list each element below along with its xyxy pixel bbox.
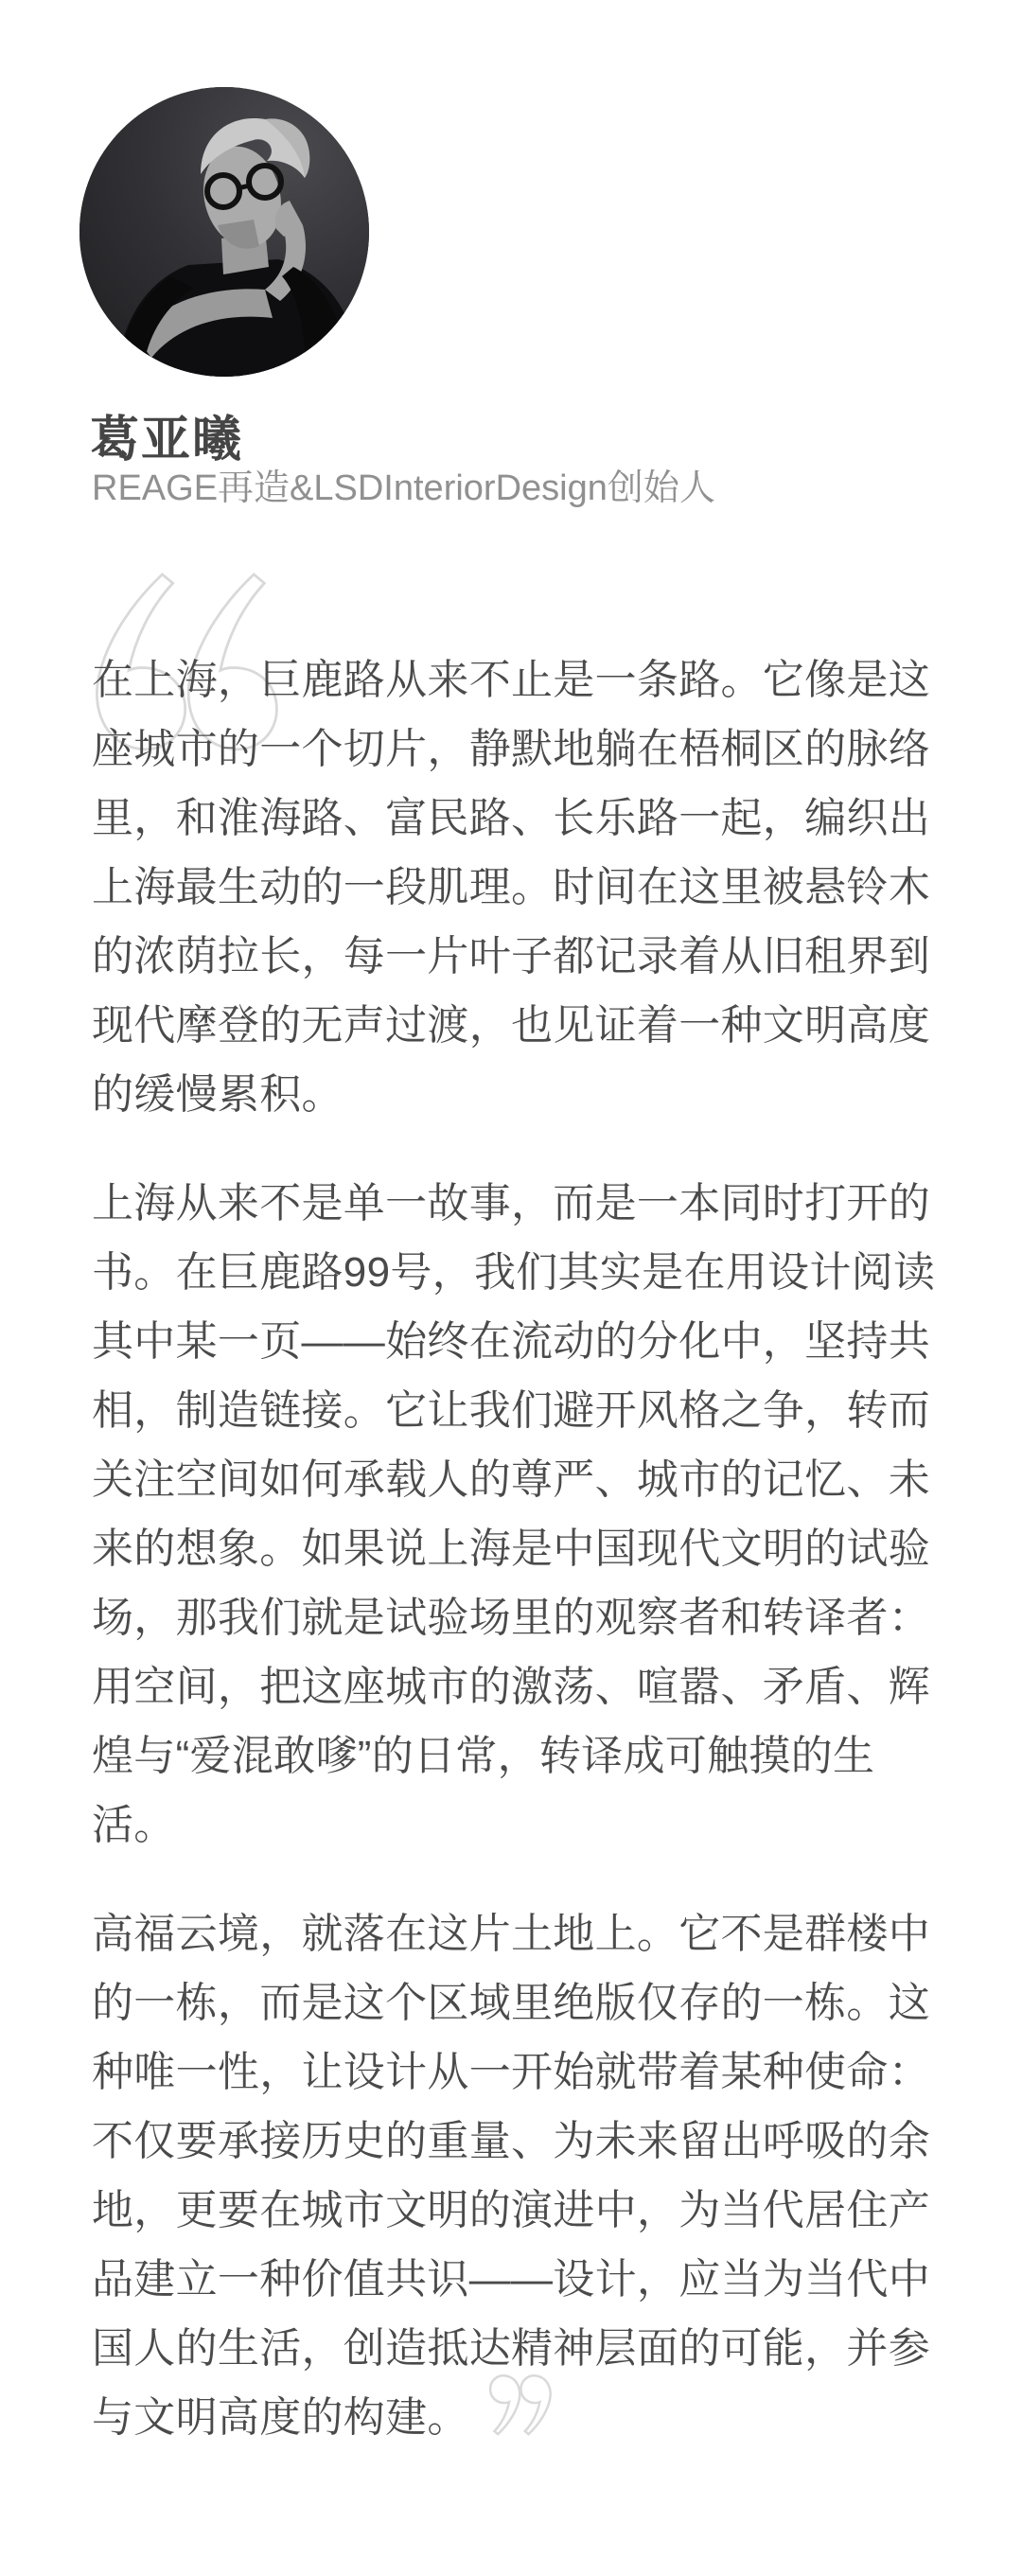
quote-line	[92, 1899, 962, 1968]
quote-line-text: 关注空间如何承载人的尊严、城市的记忆、未	[92, 1456, 930, 1503]
quote-line-text: 里，和淮海路、富民路、长乐路一起，编织出	[92, 795, 930, 841]
quote-line-text: 活。	[92, 1802, 176, 1848]
quote-line	[92, 2107, 962, 2176]
quote-line-text: 高福云境，就落在这片土地上。它不是群楼中	[92, 1911, 930, 1957]
avatar	[79, 87, 369, 377]
quote-line-text: 用空间，把这座城市的激荡、喧嚣、矛盾、辉	[92, 1664, 930, 1710]
author-name: 葛亚曦	[90, 413, 244, 468]
quote-line-text: 品建立一种价值共识——设计，应当为当代中	[92, 2256, 930, 2303]
quote-paragraphs	[92, 645, 962, 2452]
quote-line-text: 场，那我们就是试验场里的观察者和转译者：	[92, 1595, 930, 1641]
quote-line	[92, 715, 962, 784]
quote-line	[92, 1060, 962, 1129]
quote-line	[92, 1721, 962, 1791]
quote-line-text: 的缓慢累积。	[92, 1071, 344, 1118]
quote-line-text: 不仅要承接历史的重量、为未来留出呼吸的余	[92, 2118, 930, 2164]
quote-line	[92, 1652, 962, 1721]
quote-line-text: 相，制造链接。它让我们避开风格之争，转而	[92, 1387, 930, 1434]
quote-line	[92, 645, 962, 715]
quote-line	[92, 1376, 962, 1445]
quote-line	[92, 2176, 962, 2245]
quote-line	[92, 1445, 962, 1514]
quote-line-text: 的一栋，而是这个区域里绝版仅存的一栋。这	[92, 1980, 930, 2026]
author-title: REAGE再造&LSDInteriorDesign创始人	[92, 468, 715, 508]
quote-line	[92, 1583, 962, 1652]
quote-line	[92, 1791, 962, 1860]
quote-paragraph	[92, 645, 962, 1129]
quote-line-text: 煌与“爱混敢嗲”的日常，转译成可触摸的生	[92, 1733, 875, 1779]
quote-line-text: 其中某一页——始终在流动的分化中，坚持共	[92, 1318, 930, 1365]
quote-line-text: 上海最生动的一段肌理。时间在这里被悬铃木	[92, 864, 930, 910]
quote-line	[92, 2038, 962, 2107]
quote-line	[92, 1514, 962, 1583]
quote-line	[92, 991, 962, 1060]
quote-line-text: 与文明高度的构建。	[92, 2394, 469, 2441]
quote-line-text: 书。在巨鹿路99号，我们其实是在用设计阅读	[92, 1249, 936, 1296]
quote-line-text: 现代摩登的无声过渡，也见证着一种文明高度	[92, 1002, 930, 1049]
quote-line-text: 在上海，巨鹿路从来不止是一条路。它像是这	[92, 657, 930, 703]
quote-line-text: 来的想象。如果说上海是中国现代文明的试验	[92, 1526, 930, 1572]
quote-line-text: 的浓荫拉长，每一片叶子都记录着从旧租界到	[92, 933, 930, 979]
quote-line	[92, 1169, 962, 1238]
quote-line	[92, 2314, 962, 2383]
quote-line	[92, 922, 962, 991]
portrait-photo	[79, 87, 369, 377]
quote-line	[92, 1307, 962, 1376]
close-quote-icon	[486, 2373, 558, 2457]
quote-line	[92, 2383, 962, 2452]
quote-paragraph	[92, 1169, 962, 1860]
quote-paragraph	[92, 1899, 962, 2452]
quote-line-text: 国人的生活，创造抵达精神层面的可能，并参	[92, 2325, 930, 2372]
quote-line	[92, 853, 962, 922]
quote-line-text: 上海从来不是单一故事，而是一本同时打开的	[92, 1180, 930, 1226]
quote-line	[92, 2245, 962, 2314]
quote-line	[92, 784, 962, 853]
quote-line-text: 座城市的一个切片，静默地躺在梧桐区的脉络	[92, 726, 930, 772]
quote-line	[92, 1968, 962, 2038]
quote-line-text: 种唯一性，让设计从一开始就带着某种使命：	[92, 2049, 930, 2095]
quote-line-text: 地，更要在城市文明的演进中，为当代居住产	[92, 2187, 930, 2233]
quote-line	[92, 1238, 962, 1307]
